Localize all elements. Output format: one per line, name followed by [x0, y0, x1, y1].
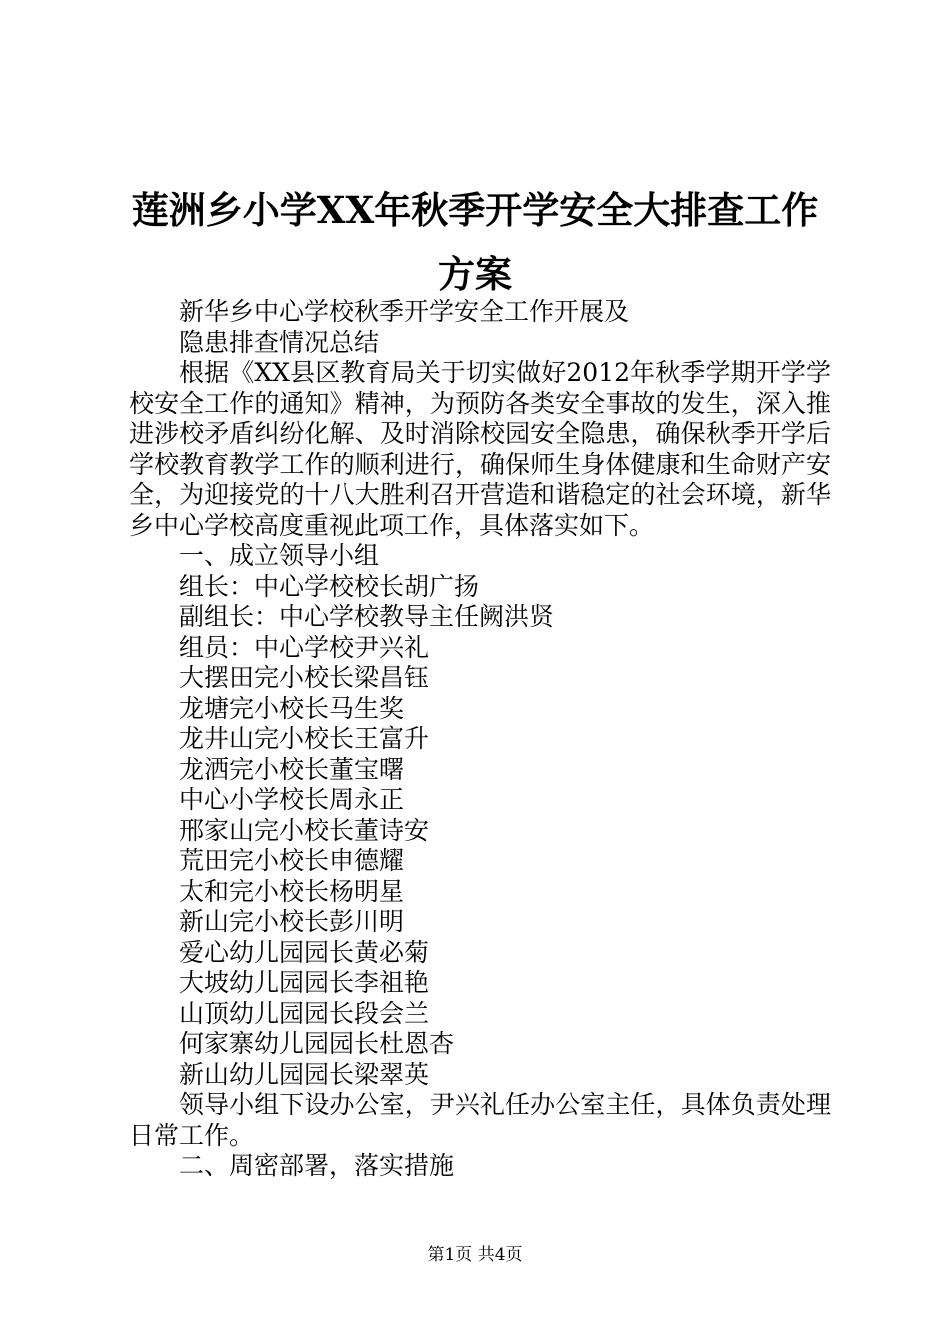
paragraph: 新华乡中心学校秋季开学安全工作开展及: [179, 297, 630, 326]
list-item: 中心小学校长周永正: [179, 785, 405, 814]
list-item: 爱心幼儿园园长黄必菊: [179, 937, 430, 967]
list-item: 荒田完小校长申德耀: [179, 846, 405, 875]
list-item: 新山幼儿园园长梁翠英: [179, 1059, 430, 1089]
section-heading: 一、成立领导小组: [179, 541, 380, 570]
paragraph: 组长：中心学校校长胡广扬: [179, 571, 480, 601]
list-item: 龙井山完小校长王富升: [179, 724, 430, 753]
list-item: 何家寨幼儿园园长杜恩杏: [179, 1029, 455, 1058]
list-item: 龙塘完小校长马生奖: [179, 693, 405, 723]
paragraph: 领导小组下设办公室，尹兴礼任办公室主任，具体负责处理日常工作。: [129, 1090, 831, 1150]
list-item: 邢家山完小校长董诗安: [179, 815, 430, 845]
list-item: 新山完小校长彭川明: [179, 907, 405, 936]
list-item: 大摆田完小校长梁昌钰: [179, 663, 430, 692]
paragraph: 副组长：中心学校教导主任阙洪贤: [179, 602, 555, 631]
list-item: 大坡幼儿园园长李祖艳: [179, 968, 430, 997]
page-footer: 第1页 共4页: [427, 1245, 523, 1265]
paragraph: 组员：中心学校尹兴礼: [179, 632, 430, 662]
paragraph: 隐患排查情况总结: [179, 327, 380, 357]
list-item: 山顶幼儿园园长段会兰: [179, 998, 430, 1028]
list-item: 太和完小校长杨明星: [179, 876, 405, 906]
section-heading: 二、周密部署，落实措施: [179, 1151, 455, 1180]
paragraph: 根据《XX县区教育局关于切实做好2012年秋季学期开学学校安全工作的通知》精神，为预防各类安全事故的发生，深入推进涉校矛盾纠纷化解、及时消除校园安全隐患，确保秋季开学后学校教育教学工作的顺利进行，确保师生身体健康和生命财产安全，为迎接党的十八大胜利召开营造和谐稳定的社会环境，新华乡中心学校高度重视此项工作，具体落实如下。: [129, 358, 831, 540]
document-title: 莲洲乡小学XX年秋季开学安全大排查工作方案: [131, 188, 819, 296]
document-body: [129, 297, 831, 1182]
list-item: 龙洒完小校长董宝曙: [179, 754, 405, 784]
